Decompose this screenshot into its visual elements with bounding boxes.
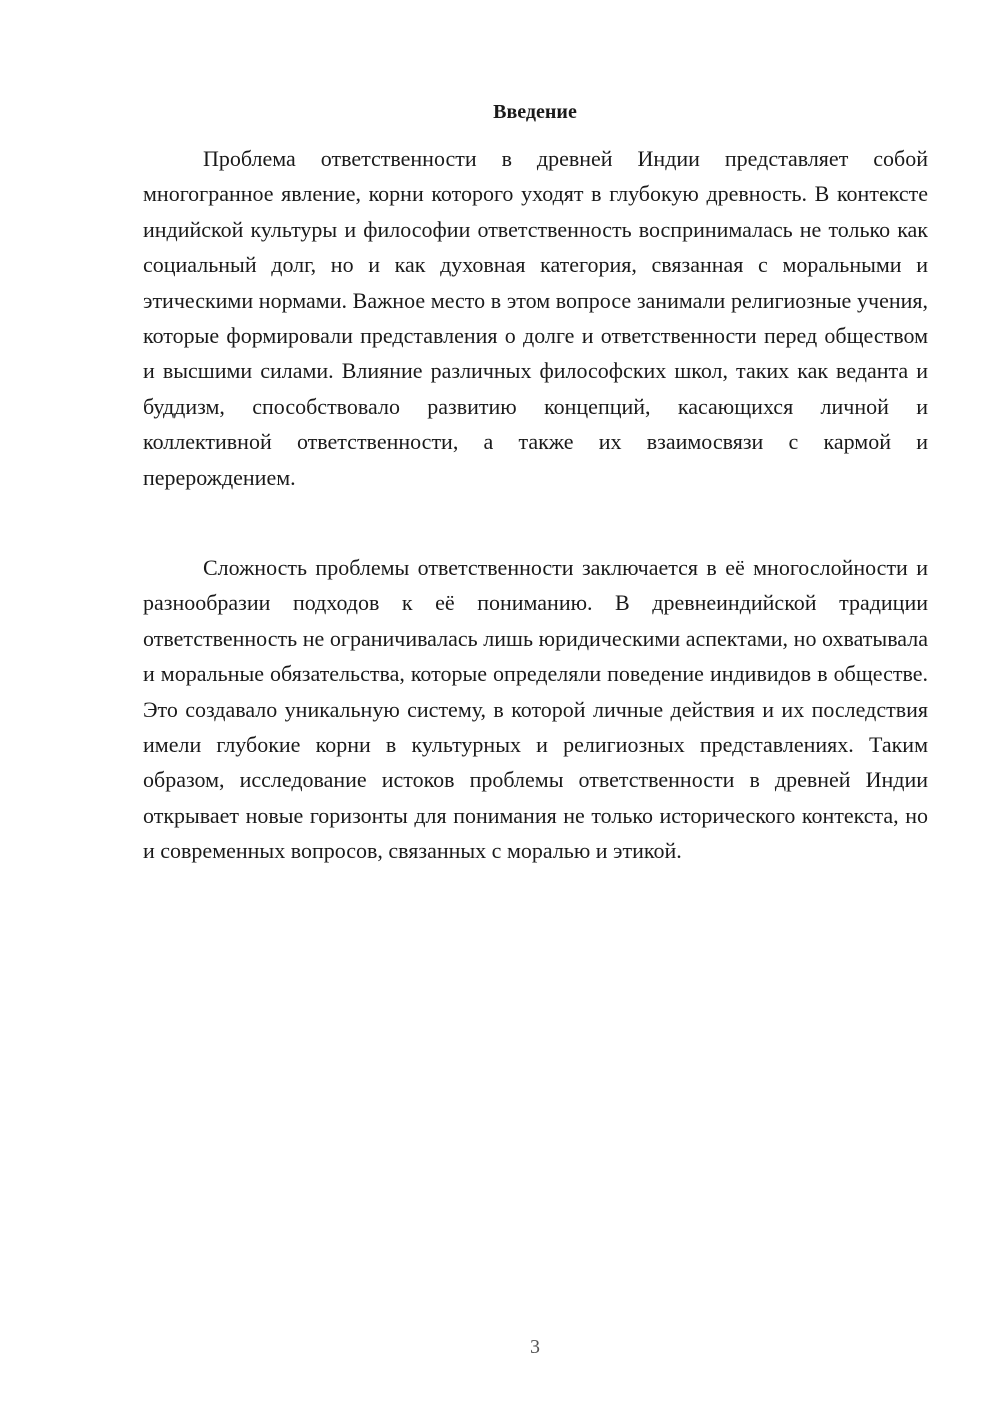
section-title: Введение [493,101,577,123]
paragraph-1: Проблема ответственности в древней Индии представляет собой многогранное явление, корни которого уходят в глубокую древность. В контексте индийской культуры и философии ответственность воспринималась не только как социальный долг, но и как духовная категория, связанная с моральными и этическими нормами. Важное место в этом вопросе занимали религиозные учения, которые формировали представления о долге и ответственности перед обществом и высшими силами. Влияние различных философских школ, таких как веданта и буддизм, способствовало развитию концепций, касающихся личной и коллективной ответственности, а также их взаимосвязи с кармой и перерождением. [143,146,928,490]
paragraph-2: Сложность проблемы ответственности заключается в её многослойности и разнообразии подходов к её пониманию. В древнеиндийской традиции ответственность не ограничивалась лишь юридическими аспектами, но охватывала и моральные обязательства, которые определяли поведение индивидов в обществе. Это создавало уникальную систему, в которой личные действия и их последствия имели глубокие корни в культурных и религиозных представлениях. Таким образом, исследование истоков проблемы ответственности в древней Индии открывает новые горизонты для понимания не только исторического контекста, но и современных вопросов, связанных с моралью и этикой. [143,555,928,864]
page-number: 3 [530,1336,540,1358]
